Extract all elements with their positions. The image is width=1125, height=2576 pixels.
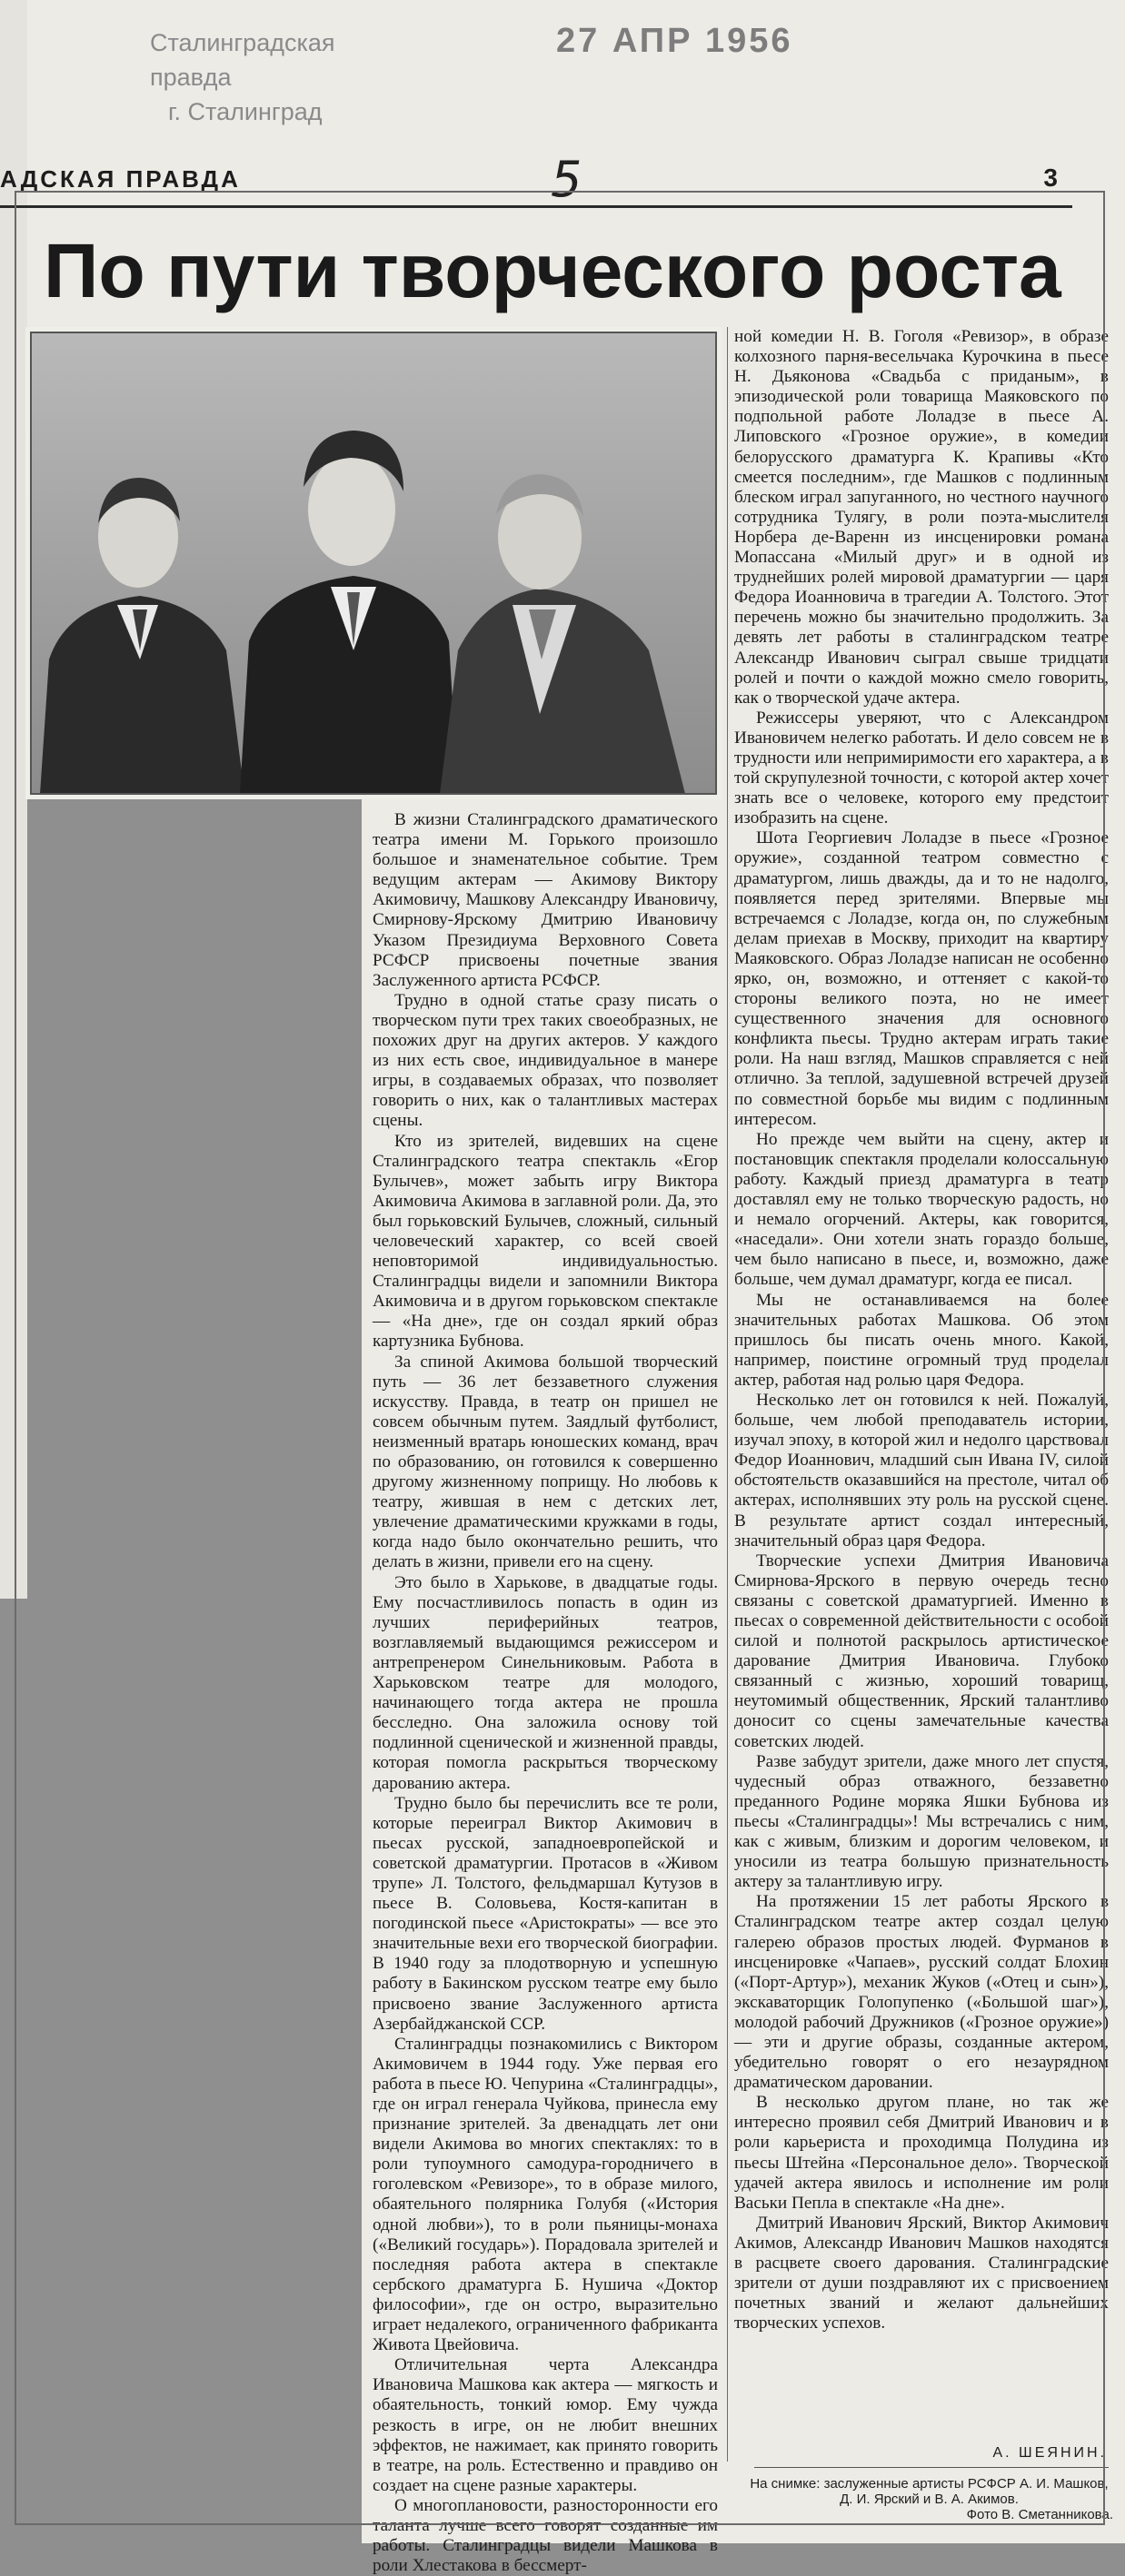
paragraph: Мы не останавливаемся на более значительных работах Машкова. Об этом пришлось бы писать очень много. Какой, например, поистине огромный труд проделал актер, работая над ролью царя Федора. [734, 1290, 1109, 1390]
paragraph: Сталинградцы познакомились с Виктором Акимовичем в 1944 году. Уже первая его работа в пьесе Ю. Чепурина «Сталинградцы», где он играл генерала Чуйкова, принесла ему признание зрителей. За двенадцать лет они видели Акимова во многих спектаклях: то в роли тупоумного самодура-городничего в гоголевском «Ревизоре», то в образе милого, обаятельного полярника Голубя («История одной любви»), то в роли пьяницы-монаха («Великий государь»). Порадовала зрителей и последняя работа актера в спектакле сербского драматурга Б. Нушича «Доктор философии», где он остро, выразительно играет недалекого, ограниченного фабриканта Живота Цвейовича. [373, 2034, 718, 2355]
paragraph: Отличительная черта Александра Ивановича Машкова как актера — мягкость и обаятельность, тонкий юмор. Ему чужда резкость в игре, он не любит внешних эффектов, не нажимает, как принято говорить в театре, на роль. Естественно и правдиво он создает на сцене разные характеры. [373, 2355, 718, 2495]
stamp-line-city: г. Сталинград [168, 98, 323, 125]
photo-caption [745, 2476, 1113, 2522]
paragraph: Дмитрий Иванович Ярский, Виктор Акимович Акимов, Александр Иванович Машков находятся в расцвете своего дарования. Сталинградские зрители от души поздравляют их с присвоением почетных званий и желают дальнейших творческих успехов. [734, 2213, 1109, 2333]
paragraph: На протяжении 15 лет работы Ярского в Сталинградском театре актер создал целую галерею образов простых людей. Фурманов в инсценировке «Чапаев», русский солдат Блохин («Порт-Артур»), механик Жуков («Отец и сын»), экскаваторщик Голопупенко («Большой шаг»), молодой рабочий Дружников («Грозное оружие») — эти и другие образы, созданные актером, убедительно говорят о его незаурядном драматическом даровании. [734, 1892, 1109, 2093]
masthead [0, 151, 1072, 208]
column-divider [727, 327, 728, 2462]
paragraph: Кто из зрителей, видевших на сцене Сталинградского театра спектакль «Егор Булычев», может забыть игру Виктора Акимовича Акимова в заглавной роли. Да, это был горьковский Булычев, сложный, сильный человеческий характер, со всей своей неповторимой индивидуальностью. Сталинградцы видели и запомнили Виктора Акимовича и в другом горьковском спектакле — «На дне», где он создал яркий образ картузника Бубнова. [373, 1131, 718, 1352]
paragraph: ной комедии Н. В. Гоголя «Ревизор», в образе колхозного парня-весельчака Курочкина в пьесе Н. Дьяконова «Свадьба с приданым», в эпизодической роли товарища Маяковского по подпольной работе Лоладзе в пьесе А. Липовского «Грозное оружие», в комедии белорусского драматурга К. Крапивы «Кто смеется последним», где Машков с подлинным блеском играл запуганного, но честного научного сотрудника Тулягу, в роли поэта-мыслителя Норбера де-Варенн из инсценировки романа Мопассана «Милый друг» и в одной из труднейших ролей мировой драматургии — царя Федора Иоанновича в трагедии А. Толстого. Этот перечень можно бы значительно продолжить. За девять лет работы в сталинградском театре Александр Иванович сыграл свыше тридцати ролей и почти о каждой можно смело говорить, как о творческой удаче актера. [734, 327, 1109, 708]
paragraph: В жизни Сталинградского драматического театра имени М. Горького произошло большое и знаменательное событие. Трем ведущим актерам — Акимову Виктору Акимовичу, Машкову Александру Ивановичу, Смирнову-Ярскому Дмитрию Ивановичу Указом Президиума Верховного Совета РСФСР присвоены почетные звания Заслуженного артиста РСФСР. [373, 810, 718, 990]
paper-left-strip [0, 0, 27, 1599]
article-column-left [373, 810, 718, 2576]
paragraph: Шота Георгиевич Лоладзе в пьесе «Грозное оружие», созданной театром совместно с драматургом, лишь дважды, да и то не надолго, появляется перед зрителями. Впервые мы встречаемся с Лоладзе, когда он, по служебным делам приехав в Москву, приходит на квартиру Маяковского. Образ Лоладзе написан не особенно ярко, он, возможно, и оттеняет с какой-то стороны великого поэта, но не имеет существенного значения для основного конфликта пьесы. Трудно актерам играть такие роли. На наш взгляд, Машков справляется с ней отлично. За теплой, задушевной встречей друзей по совместной борьбе мы видим с подлинным интересом. [734, 828, 1109, 1129]
paragraph: Творческие успехи Дмитрия Ивановича Смирнова-Ярского в первую очередь тесно связаны с советской драматургией. Именно в пьесах о современной действительности с особой силой и полнотой раскрылось артистическое дарование Дмитрия Ивановича. Глубоко связанный с жизнью, хороший товарищ, неутомимый общественник, Ярский талантливо доносит со сцены замечательные качества советских людей. [734, 1551, 1109, 1751]
article-photo [25, 327, 722, 799]
paragraph: Трудно в одной статье сразу писать о творческом пути трех таких своеобразных, не похожих друг на других актеров. У каждого из них есть свое, индивидуальное в манере игры, в создаваемых образах, что позволяет говорить о них, как о талантливых мастерах сцены. [373, 990, 718, 1131]
paragraph: Режиссеры уверяют, что с Александром Ивановичем нелегко работать. И дело совсем не в трудности или непримиримости его характера, а в той скрупулезной точности, с которой актер хочет знать все о человеке, которого ему предстоит изобразить на сцене. [734, 708, 1109, 828]
caption-rule [754, 2467, 1109, 2468]
author-signature: А. ШЕЯНИН. [992, 2445, 1107, 2461]
photo-three-actors [31, 332, 716, 794]
newspaper-name: АДСКАЯ ПРАВДА [0, 165, 241, 193]
paragraph: Трудно было бы перечислить все те роли, которые переиграл Виктор Акимович в пьесах русской, западноевропейской и советской драматургии. Протасов в «Живом трупе» Л. Толстого, фельдмаршал Кутузов в пьесе В. Соловьева, Костя-капитан в погодинской пьесе «Аристократы» — все это значительные вехи его творческой биографии. В 1940 году за плодотворную и успешную работу в Бакинском русском театре ему было присвоено звание Заслуженного артиста Азербайджанской ССР. [373, 1793, 718, 2034]
caption-text: На снимке: заслуженные артисты РСФСР А. И. Машков, Д. И. Ярский и В. А. Акимов. [750, 2476, 1109, 2507]
photo-credit: Фото В. Сметанникова. [966, 2507, 1113, 2522]
archive-stamp [150, 25, 423, 129]
paragraph: О многоплановости, разносторонности его таланта лучше всего говорят созданные им работы. Сталинградцы видели Машкова в роли Хлестакова в бессмерт- [373, 2495, 718, 2576]
article-column-right [734, 327, 1109, 2471]
paragraph: В несколько другом плане, но так же интересно проявил себя Дмитрий Иванович и в роли карьериста и проходимца Полудина из пьесы Штейна «Персональное дело». Творческой удачей актера явилось и исполнение им роли Васьки Пепла в спектакле «На дне». [734, 2093, 1109, 2213]
handwritten-number: 5 [551, 151, 582, 208]
stamp-date: 27 АПР 1956 [556, 22, 793, 60]
stamp-line-newspaper: Сталинградская правда [150, 29, 335, 91]
paragraph: За спиной Акимова большой творческий путь — 36 лет беззаветного служения искусству. Правда, в театр он пришел не совсем обычным путем. Заядлый футболист, неизменный вратарь юношеских команд, врач по образованию, он готовился к совершенно другому жизненному поприщу. Но любовь к театру, жившая в нем с детских лет, увлечение драматическими кружками в годы, когда надо было окончательно решить, что делать в жизни, привели его на сцену. [373, 1352, 718, 1572]
paragraph: Но прежде чем выйти на сцену, актер и постановщик спектакля проделали колоссальную работу. Каждый приезд драматурга в театр доставлял ему не только творческую радость, но и немало огорчений. Актеры, как говорится, «наседали». Они хотели знать гораздо больше, чем было написано в пьесе, и, возможно, даже больше, чем думал драматург, когда ее писал. [734, 1129, 1109, 1290]
paragraph: Несколько лет он готовился к ней. Пожалуй, больше, чем любой преподаватель истории, изучал эпоху, в которой жил и недолго царствовал Федор Иоаннович, младший сын Ивана IV, силой обстоятельств оказавшийся на престоле, читал об актерах, исполнявших эту роль на русской сцене. В результате артист создал интересный, значительный образ царя Федора. [734, 1390, 1109, 1551]
article-headline: По пути творческого роста [44, 228, 1061, 313]
paragraph: Разве забудут зрители, даже много лет спустя, чудесный образ отважного, беззаветно преданного Родине моряка Яшки Бубнова из пьесы «Сталинградцы»! Мы встречались с ним, как с живым, близким и дорогим человеком, и уносили из театра большую признательность актеру за талантливую игру. [734, 1751, 1109, 1892]
page-number: 3 [1043, 163, 1058, 192]
paragraph: Это было в Харькове, в двадцатые годы. Ему посчастливилось попасть в один из лучших периферийных театров, возглавляемый выдающимся режиссером и антрепренером Синельниковым. Работа в Харьковском театре для молодого, начинающего тогда актера не прошла бесследно. Она заложила основу той подлинной сценической и жизненной правды, которая помогла раскрыться творческому дарованию актера. [373, 1572, 718, 1793]
